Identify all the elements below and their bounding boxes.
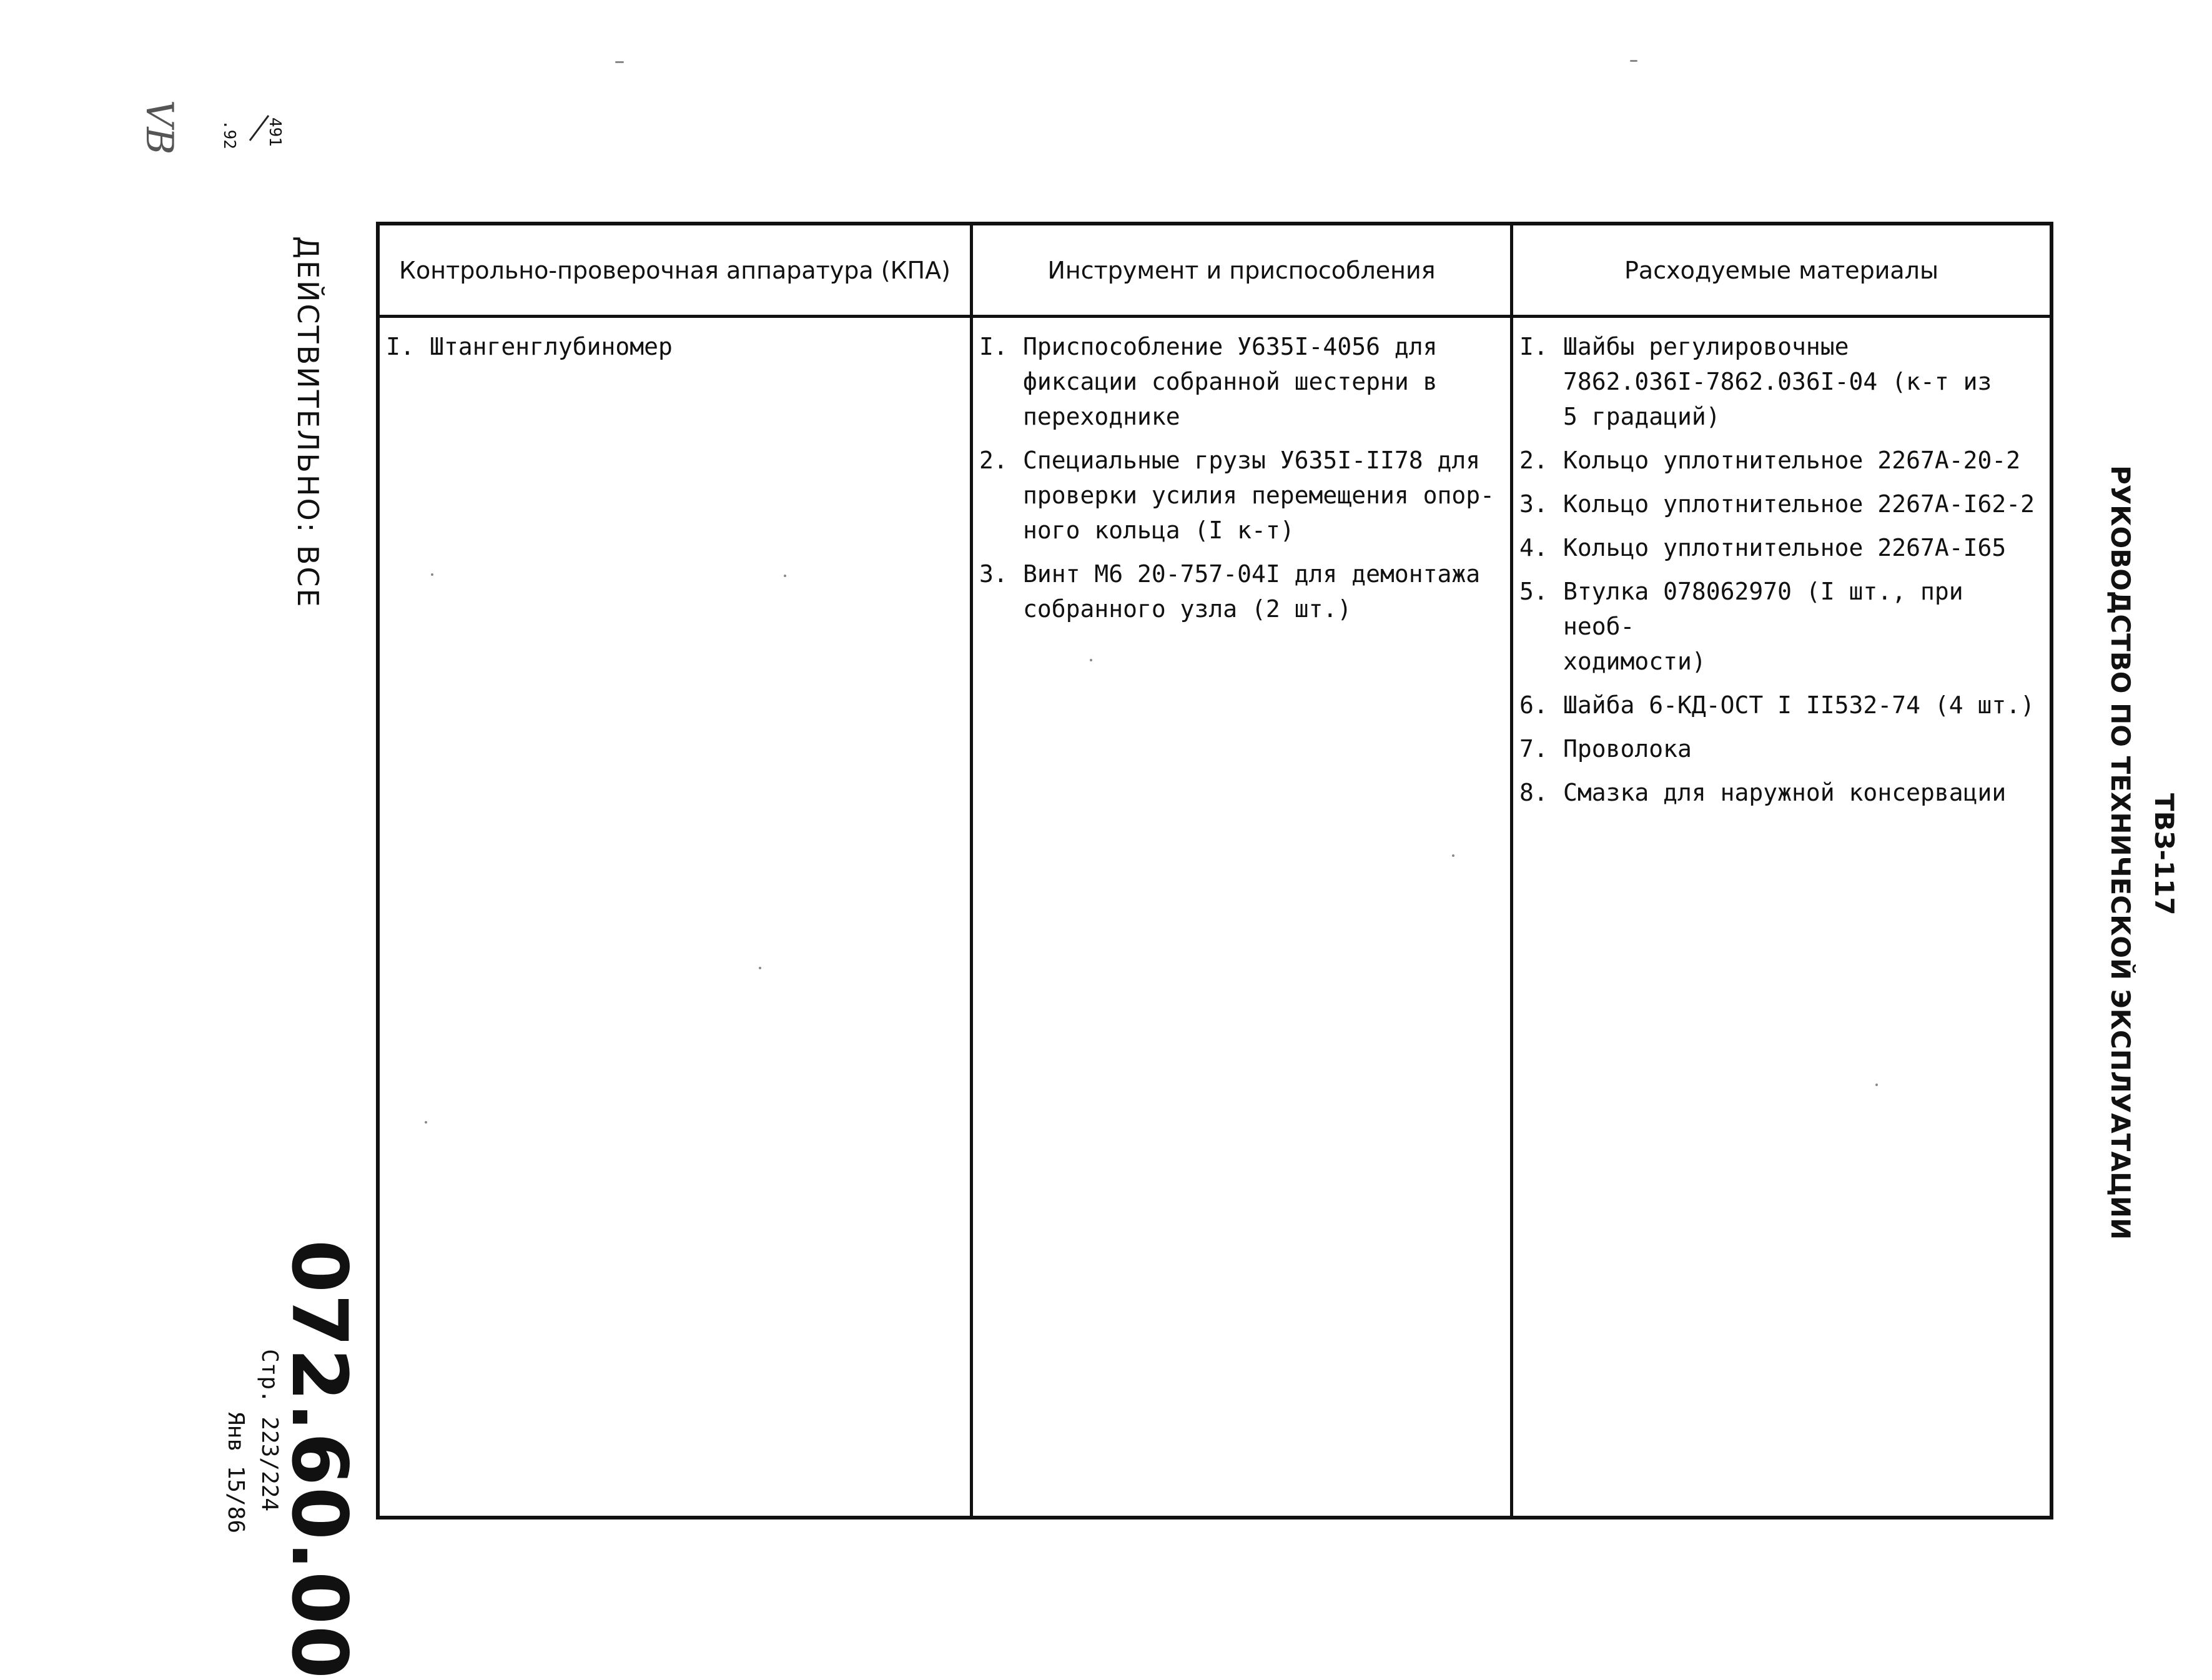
item-number: 8. xyxy=(1519,779,1548,806)
revision-date: Янв 15/86 xyxy=(223,1411,249,1534)
list-item xyxy=(1519,329,2043,434)
item-number: 3. xyxy=(1519,490,1548,518)
item-number: 4. xyxy=(1519,534,1548,561)
item-text: Приспособление У635I-4056 для фиксации собранной шестерни в переходнике xyxy=(1023,333,1438,430)
list-item xyxy=(386,329,964,364)
scan-speck xyxy=(1452,854,1454,857)
scan-speck xyxy=(759,967,761,969)
item-number: 2. xyxy=(1519,447,1548,474)
document-number: 072.60.00 xyxy=(275,1240,363,1680)
item-number: 2. xyxy=(979,447,1008,474)
page-number: Стр. 223/224 xyxy=(257,1349,282,1512)
list-item xyxy=(1519,688,2043,723)
column-header-materials: Расходуемые материалы xyxy=(1513,225,2050,318)
item-text: Проволока xyxy=(1563,735,1692,763)
column-kpa xyxy=(380,225,973,1516)
item-text: Кольцо уплотнительное 2267А-I65 xyxy=(1563,534,2007,561)
list-item xyxy=(1519,530,2043,565)
item-text: Шайбы регулировочные 7862.036I-7862.036I-04 (к-т из 5 градаций) xyxy=(1563,333,1992,430)
item-text: Кольцо уплотнительное 2267А-20-2 xyxy=(1563,447,2021,474)
margin-mark-top: 491 xyxy=(265,117,284,147)
list-item xyxy=(979,443,1504,548)
engine-model: ТВЗ-117 xyxy=(2149,793,2180,916)
item-number: 7. xyxy=(1519,735,1548,763)
item-number: 5. xyxy=(1519,578,1548,605)
list-item xyxy=(979,556,1504,626)
list-item xyxy=(1519,487,2043,521)
column-body-tools xyxy=(973,318,1510,626)
equipment-table xyxy=(376,222,2053,1519)
item-text: Шайба 6-КД-ОСТ I II532-74 (4 шт.) xyxy=(1563,691,2035,719)
margin-mark-bottom: .92 xyxy=(220,120,239,149)
item-number: 6. xyxy=(1519,691,1548,719)
item-number: 3. xyxy=(979,560,1008,588)
item-text: Специальные грузы У635I-II78 для проверки усилия перемещения опор- ного кольца (I к-т) xyxy=(1023,447,1494,544)
column-materials xyxy=(1513,225,2050,1516)
list-item xyxy=(1519,731,2043,766)
item-text: Винт М6 20-757-04I для демонтажа собранного узла (2 шт.) xyxy=(1023,560,1481,623)
scan-speck xyxy=(1630,60,1637,62)
column-header-tools: Инструмент и приспособления xyxy=(973,225,1510,318)
item-text: Кольцо уплотнительное 2267А-I62-2 xyxy=(1563,490,2035,518)
list-item xyxy=(1519,775,2043,810)
column-body-materials xyxy=(1513,318,2050,810)
column-header-kpa: Контрольно-проверочная аппаратура (КПА) xyxy=(380,225,970,318)
list-item xyxy=(1519,443,2043,478)
item-text: Смазка для наружной консервации xyxy=(1563,779,2007,806)
column-tools xyxy=(973,225,1513,1516)
validity-label: ДЕЙСТВИТЕЛЬНО: ВСЕ xyxy=(291,236,325,609)
scan-speck xyxy=(1090,659,1092,661)
scan-speck xyxy=(615,61,624,63)
list-item xyxy=(1519,574,2043,679)
manual-title: РУКОВОДСТВО ПО ТЕХНИЧЕСКОЙ ЭКСПЛУАТАЦИИ xyxy=(2105,465,2136,1240)
column-body-kpa xyxy=(380,318,970,364)
item-text: Штангенглубиномер xyxy=(430,333,673,360)
item-number: I. xyxy=(386,333,415,360)
scan-speck xyxy=(784,575,786,577)
margin-slash xyxy=(247,112,272,144)
handwritten-signature: VB xyxy=(137,100,181,155)
list-item xyxy=(979,329,1504,434)
scan-speck xyxy=(425,1121,427,1124)
scan-speck xyxy=(1875,1084,1878,1086)
scan-speck xyxy=(431,573,433,576)
item-text: Втулка 078062970 (I шт., при необ- ходимости) xyxy=(1563,578,1963,675)
item-number: I. xyxy=(979,333,1008,360)
item-number: I. xyxy=(1519,333,1548,360)
